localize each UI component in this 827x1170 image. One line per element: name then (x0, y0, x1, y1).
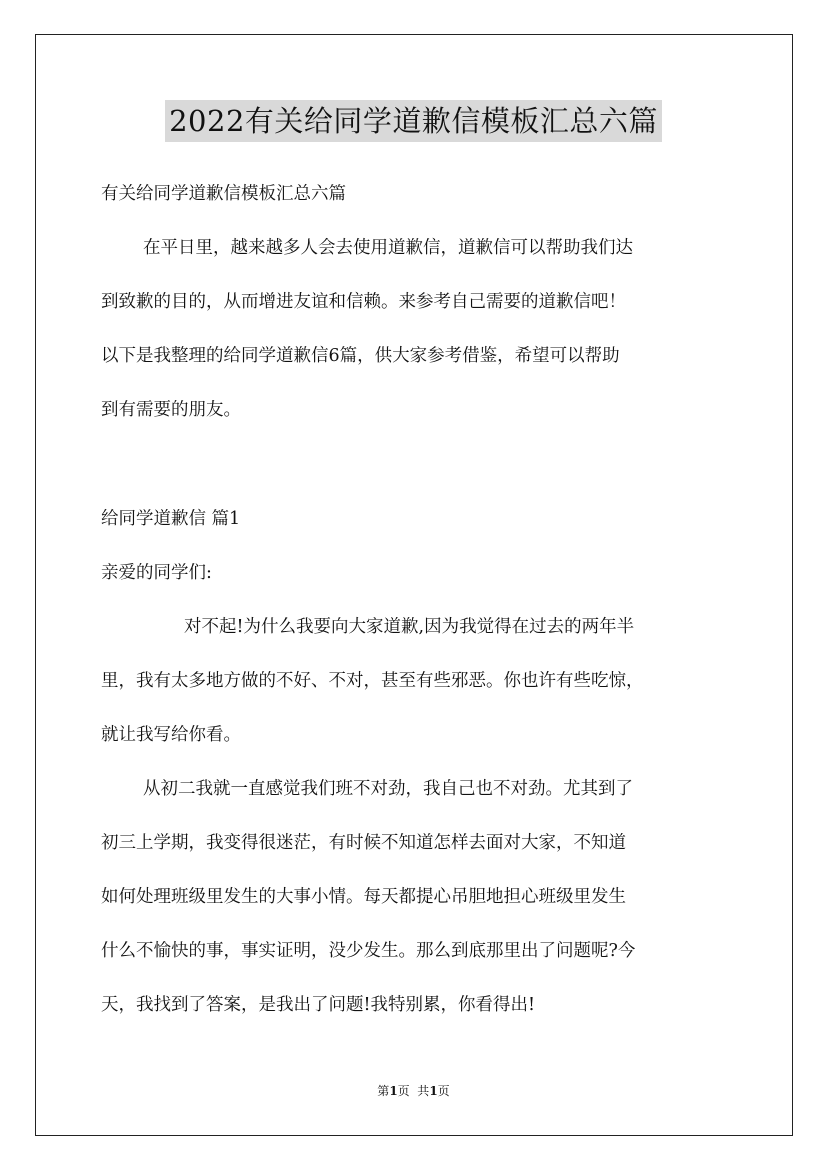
intro-line: 在平日里，越来越多人会去使用道歉信，道歉信可以帮助我们达 (143, 238, 633, 258)
page-footer (0, 1083, 827, 1099)
body-line: 里，我有太多地方做的不好、不对，甚至有些邪恶。你也许有些吃惊， (101, 671, 644, 691)
footer-total-pages: 1 (429, 1084, 438, 1098)
body-line: 如何处理班级里发生的大事小情。每天都提心吊胆地担心班级里发生 (101, 887, 626, 907)
body-line: 就让我写给你看。 (101, 725, 241, 745)
body-line: 初三上学期，我变得很迷茫，有时候不知道怎样去面对大家，不知道 (101, 833, 626, 853)
salutation: 亲爱的同学们: (101, 563, 212, 583)
footer-mid: 页 共 (397, 1084, 430, 1098)
body-line: 对不起!为什么我要向大家道歉,因为我觉得在过去的两年半 (184, 617, 635, 637)
body-line: 天，我找到了答案，是我出了问题!我特别累，你看得出! (101, 995, 536, 1015)
footer-prefix: 第 (377, 1084, 390, 1098)
intro-line: 以下是我整理的给同学道歉信6篇，供大家参考借鉴，希望可以帮助 (101, 346, 620, 366)
document-subtitle: 有关给同学道歉信模板汇总六篇 (101, 184, 346, 204)
footer-suffix: 页 (437, 1084, 450, 1098)
document-title: 2022有关给同学道歉信模板汇总六篇 (165, 100, 662, 142)
intro-line: 到有需要的朋友。 (101, 400, 241, 420)
body-line: 什么不愉快的事，事实证明，没少发生。那么到底那里出了问题呢?今 (101, 941, 636, 961)
intro-line: 到致歉的目的，从而增进友谊和信赖。来参考自己需要的道歉信吧！ (101, 292, 626, 312)
body-line: 从初二我就一直感觉我们班不对劲，我自己也不对劲。尤其到了 (143, 779, 633, 799)
section-heading: 给同学道歉信 篇1 (101, 509, 241, 529)
footer-page-number: 1 (389, 1084, 398, 1098)
